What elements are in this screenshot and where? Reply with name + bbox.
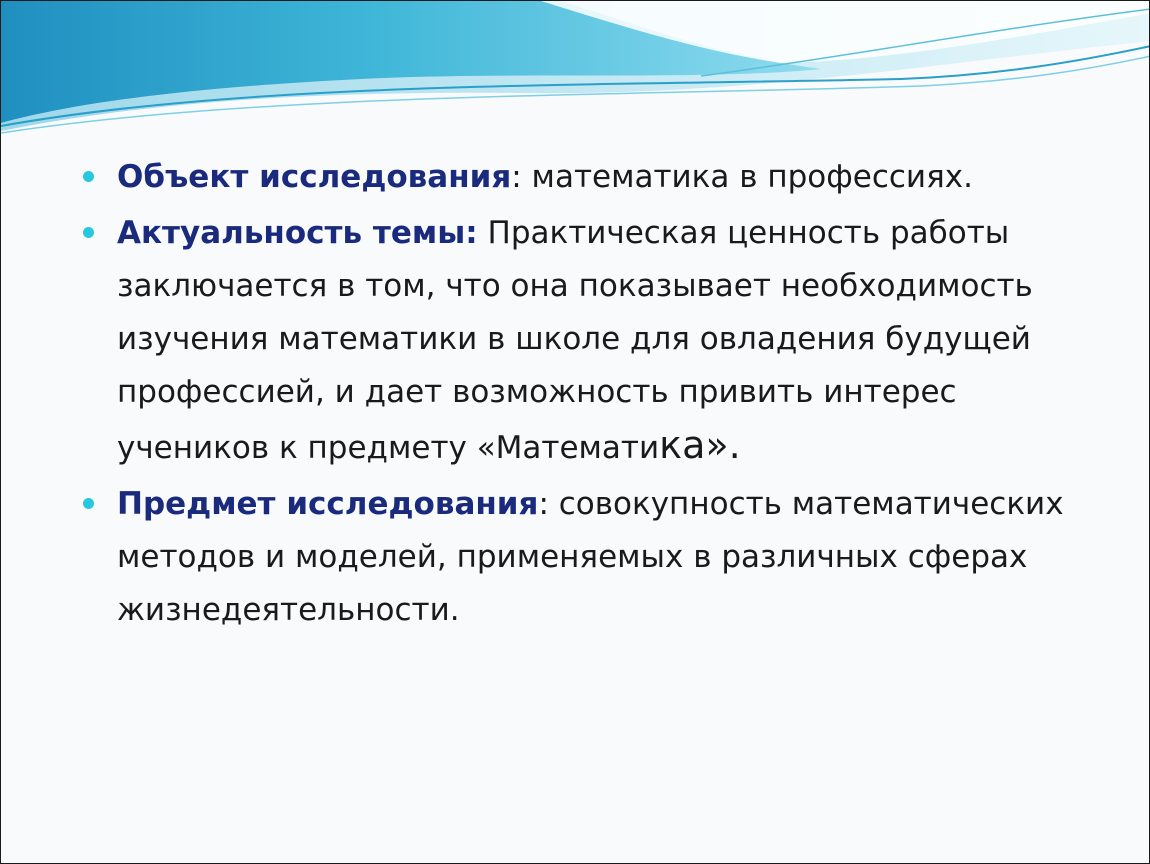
item-text: совокупность математических методов и моделей, применяемых в различных сферах жизнедеятельности. [117,486,1064,628]
item-text-tail: ка». [659,423,741,467]
decorative-wave-header [1,1,1150,141]
item-text: математика в профессиях. [521,159,973,195]
bullet-dot-icon [83,171,94,182]
item-term: Актуальность темы: [117,215,478,251]
item-term-suffix: : [511,159,522,195]
bullet-dot-icon [83,498,94,509]
list-item [79,207,1079,475]
item-term: Объект исследования [117,159,512,195]
list-item [79,151,1079,204]
item-term: Предмет исследования [117,486,539,522]
item-text: Практическая ценность работы заключается в том, что она показывает необходимость изучения математики в школе для овладения будущей профессией, и дает возможность привить интерес учеников к предмету «Математи [117,215,1033,466]
bullet-dot-icon [83,227,94,238]
list-item [79,478,1079,637]
bullet-list [79,151,1079,640]
item-term-suffix: : [538,486,549,522]
